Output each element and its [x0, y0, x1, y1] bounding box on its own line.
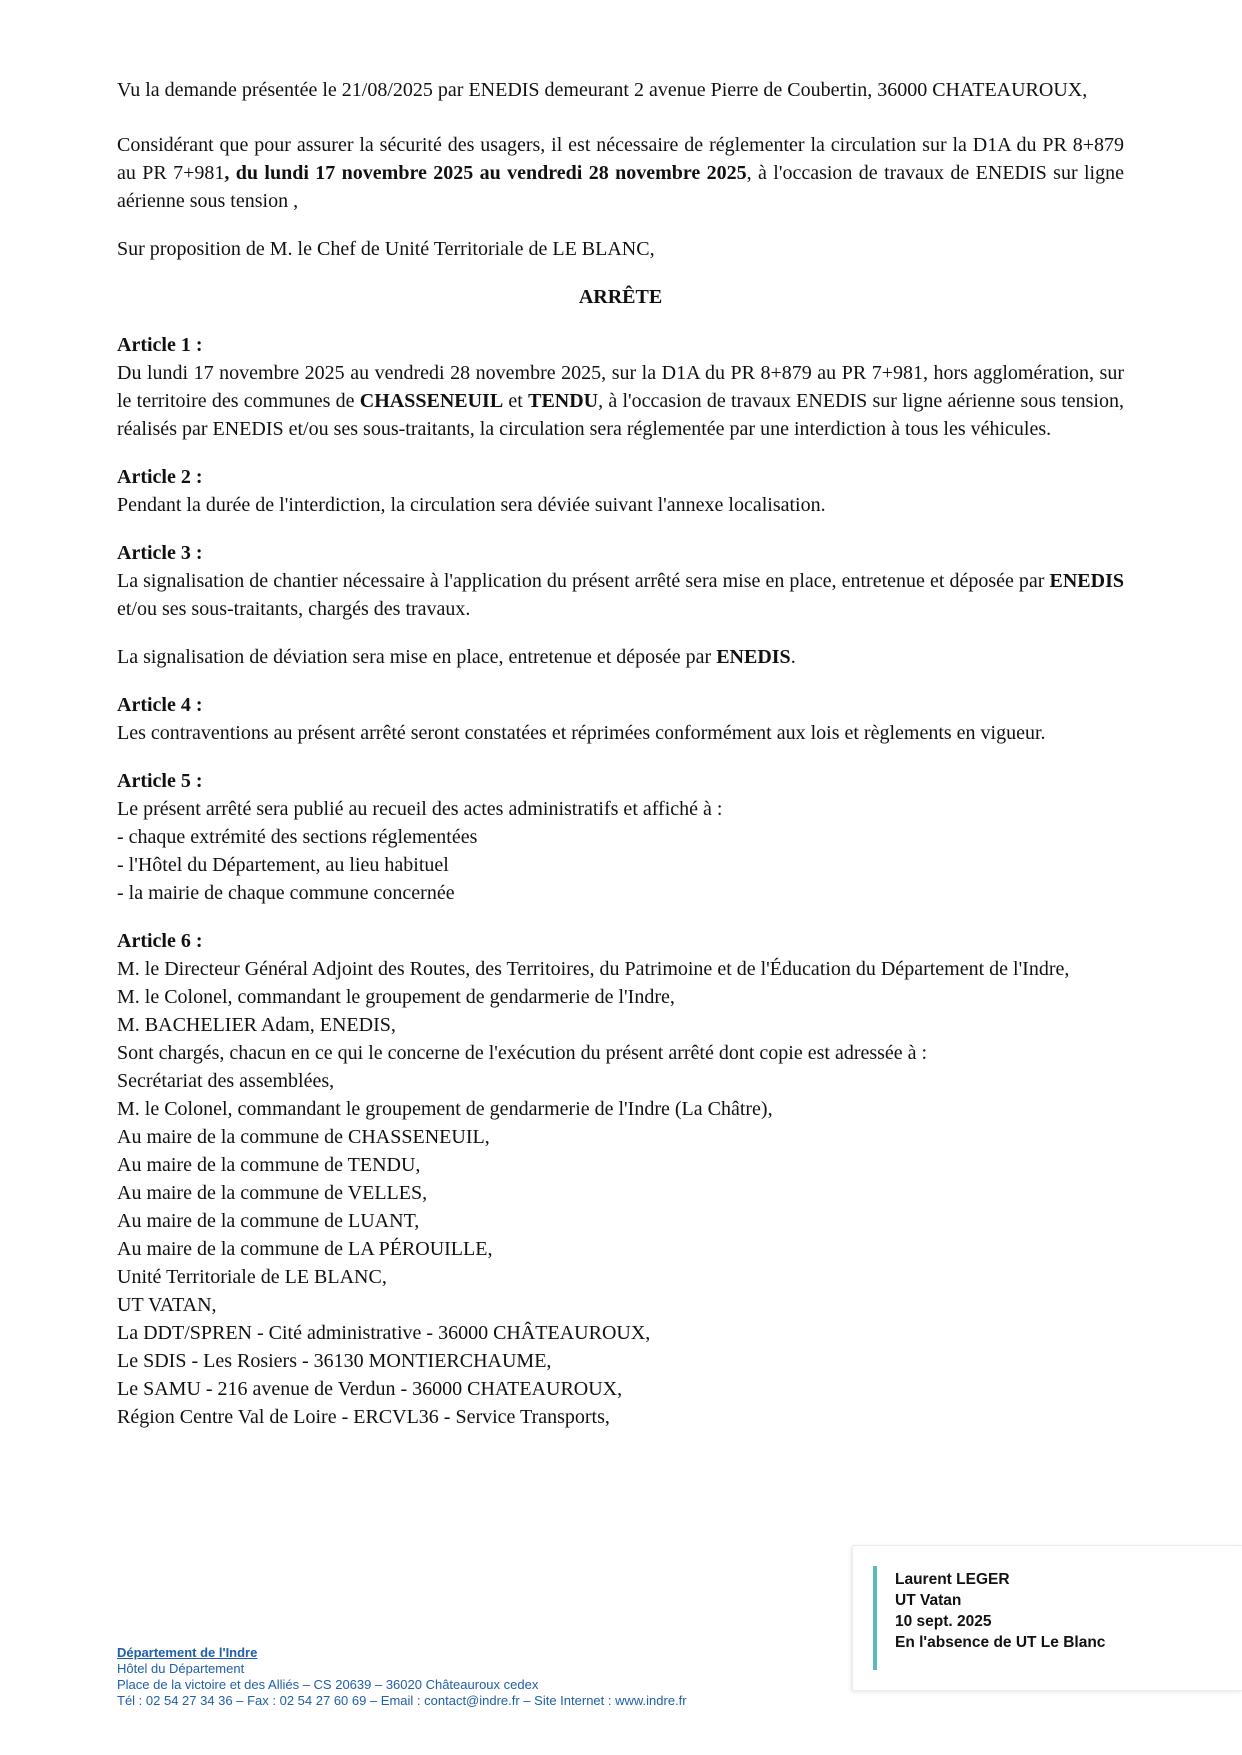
list-item: Le SAMU - 216 avenue de Verdun - 36000 CHATEAUROUX, — [117, 1378, 623, 1400]
signature-text — [895, 1569, 1225, 1653]
signature-accent-bar — [873, 1566, 877, 1670]
footer-contact: Tél : 02 54 27 34 36 – Fax : 02 54 27 60 69 – Email : contact@indre.fr – Site Internet : www.indre.fr — [117, 1693, 687, 1708]
footer-address-1: Hôtel du Département — [117, 1661, 245, 1676]
article-2-title: Article 2 : — [117, 466, 203, 488]
list-item: Au maire de la commune de LA PÉROUILLE, — [117, 1238, 493, 1260]
list-item: M. le Colonel, commandant le groupement de gendarmerie de l'Indre, — [117, 986, 675, 1008]
article-5-intro: Le présent arrêté sera publié au recueil des actes administratifs et affiché à : — [117, 798, 723, 820]
list-item: - la mairie de chaque commune concernée — [117, 882, 455, 904]
list-item: Au maire de la commune de CHASSENEUIL, — [117, 1126, 490, 1148]
list-item: La DDT/SPREN - Cité administrative - 36000 CHÂTEAUROUX, — [117, 1322, 651, 1344]
signature-date: 10 sept. 2025 — [895, 1613, 992, 1630]
signer-unit: UT Vatan — [895, 1592, 962, 1609]
paragraph-proposal: Sur proposition de M. le Chef de Unité Territoriale de LE BLANC, — [117, 238, 655, 260]
signature-note: En l'absence de UT Le Blanc — [895, 1634, 1106, 1651]
list-item: Sont chargés, chacun en ce qui le concerne de l'exécution du présent arrêté dont copie est adressée à : — [117, 1042, 928, 1064]
list-item: Au maire de la commune de VELLES, — [117, 1182, 428, 1204]
article-6-lines — [117, 955, 1124, 1431]
list-item: Au maire de la commune de TENDU, — [117, 1154, 421, 1176]
article-5-list — [117, 823, 1124, 907]
list-item: M. BACHELIER Adam, ENEDIS, — [117, 1014, 396, 1036]
list-item: Unité Territoriale de LE BLANC, — [117, 1266, 387, 1288]
signature-box — [852, 1545, 1242, 1691]
decree-heading: ARRÊTE — [578, 286, 663, 308]
article-4-text: Les contraventions au présent arrêté seront constatées et réprimées conformément aux lois et règlements en vigueur. — [117, 722, 1046, 744]
article-5-title: Article 5 : — [117, 770, 203, 792]
paragraph-request: Vu la demande présentée le 21/08/2025 par ENEDIS demeurant 2 avenue Pierre de Coubertin, 36000 CHATEAUROUX, — [117, 79, 1088, 101]
list-item: Le SDIS - Les Rosiers - 36130 MONTIERCHAUME, — [117, 1350, 552, 1372]
article-1-text: Du lundi 17 novembre 2025 au vendredi 28 novembre 2025, sur la D1A du PR 8+879 au PR 7+981, hors agglomération, sur le territoire des communes de CHASSENEUIL et TENDU, à l'occasion de travaux ENEDIS sur ligne aérienne sous tension, réalisés par ENEDIS et/ou ses sous-traitants, la circulation sera réglementée par une interdiction à tous les véhicules. — [117, 362, 1124, 440]
list-item: Au maire de la commune de LUANT, — [117, 1210, 420, 1232]
article-3-deviation: La signalisation de déviation sera mise en place, entretenue et déposée par ENEDIS. — [117, 646, 796, 668]
article-6-title: Article 6 : — [117, 930, 203, 952]
list-item: M. le Colonel, commandant le groupement de gendarmerie de l'Indre (La Châtre), — [117, 1098, 773, 1120]
list-item: Région Centre Val de Loire - ERCVL36 - Service Transports, — [117, 1406, 610, 1428]
list-item: - l'Hôtel du Département, au lieu habituel — [117, 854, 449, 876]
list-item: Secrétariat des assemblées, — [117, 1070, 335, 1092]
paragraph-considering: Considérant que pour assurer la sécurité des usagers, il est nécessaire de réglementer la circulation sur la D1A du PR 8+879 au PR 7+981, du lundi 17 novembre 2025 au vendredi 28 novembre 2025, à l'occasion de travaux de ENEDIS sur ligne aérienne sous tension , — [117, 134, 1124, 212]
article-3-title: Article 3 : — [117, 542, 203, 564]
list-item: M. le Directeur Général Adjoint des Routes, des Territoires, du Patrimoine et de l'Éducation du Département de l'Indre, — [117, 958, 1070, 980]
footer-organization: Département de l'Indre — [117, 1645, 258, 1660]
footer-address-2: Place de la victoire et des Alliés – CS 20639 – 36020 Châteauroux cedex — [117, 1677, 539, 1692]
article-3-text: La signalisation de chantier nécessaire à l'application du présent arrêté sera mise en place, entretenue et déposée par ENEDIS et/ou ses sous-traitants, chargés des travaux. — [117, 570, 1124, 620]
article-1-title: Article 1 : — [117, 334, 203, 356]
signer-name: Laurent LEGER — [895, 1571, 1010, 1588]
list-item: UT VATAN, — [117, 1294, 217, 1316]
page-footer — [117, 1645, 817, 1709]
document-body — [117, 76, 1124, 1431]
article-2-text: Pendant la durée de l'interdiction, la circulation sera déviée suivant l'annexe localisation. — [117, 494, 826, 516]
article-4-title: Article 4 : — [117, 694, 203, 716]
list-item: - chaque extrémité des sections réglementées — [117, 826, 478, 848]
